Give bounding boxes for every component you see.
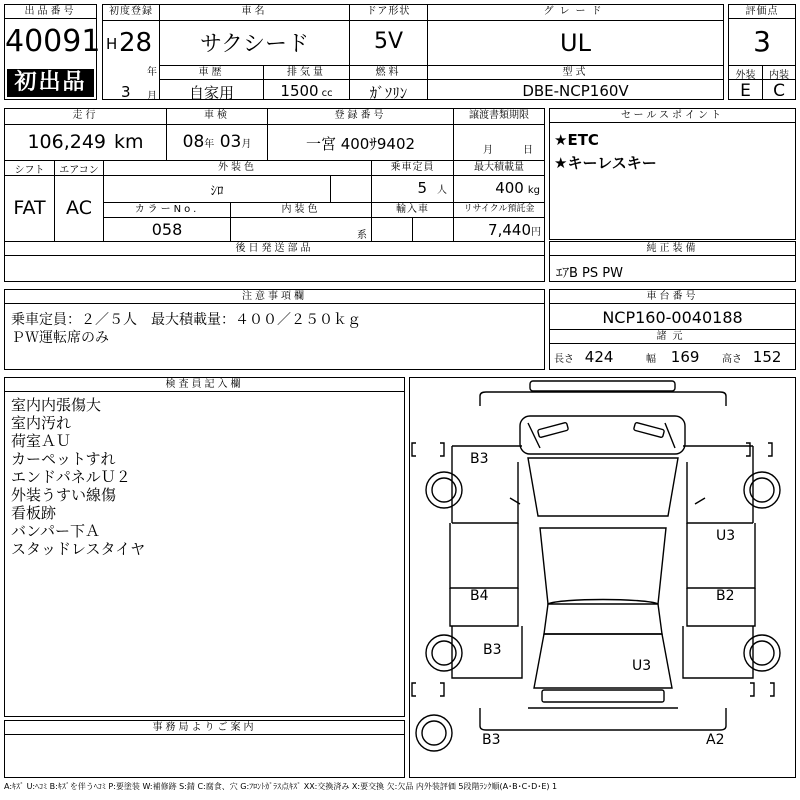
dimension-width: [646, 348, 699, 366]
lot-label: 出品番号: [5, 5, 96, 19]
inspection-month: 03: [219, 132, 242, 152]
recycle-label: リサイクル預託金: [463, 204, 535, 214]
damage-mark: U3: [716, 528, 736, 544]
aircon-label: エアコン: [59, 165, 99, 176]
later-parts-label: 後日発送部品: [235, 243, 314, 254]
sales-points-label: セールスポイント: [550, 109, 795, 123]
inspector-line: 室内内張傷大: [11, 396, 102, 414]
lot-number: 40091: [5, 24, 101, 59]
interior-color-unit: 系: [357, 230, 367, 241]
inspector-lines: [11, 396, 145, 558]
interior-color-label: 内装色: [281, 204, 321, 215]
vehicle-summary-table: [102, 4, 724, 100]
lot-panel: [4, 4, 101, 100]
notes-panel: [4, 289, 545, 370]
sales-points-panel: [549, 108, 796, 240]
history-value: 自家用: [188, 84, 234, 102]
inspector-line: 外装うすい線傷: [11, 486, 117, 504]
height-value: 152: [752, 348, 782, 366]
dimension-height: [722, 348, 781, 366]
aircon-value: AC: [66, 197, 92, 219]
registration-no-label: 登録番号: [334, 110, 387, 121]
office-panel: [4, 720, 405, 778]
inspection-month-unit: 月: [241, 139, 252, 150]
chassis-label: 車台番号: [550, 290, 795, 304]
shift-label: シフト: [14, 165, 45, 176]
inspection-year: 08: [182, 132, 205, 152]
damage-mark: B2: [716, 588, 735, 604]
first-registration-year: 28: [119, 28, 153, 58]
chassis-panel: [549, 289, 796, 370]
displacement-number: 1500: [280, 82, 319, 100]
length-label: 長さ: [554, 354, 574, 365]
inspector-line: 看板跡: [11, 504, 57, 522]
exterior-grade-value: E: [740, 81, 751, 101]
fuel-label: 燃料: [375, 67, 402, 78]
inspector-label: 検査員記入欄: [5, 378, 404, 392]
door-label: ドア形状: [366, 6, 411, 17]
fuel-value: ｶﾞｿﾘﾝ: [369, 84, 408, 102]
sales-point-item: ★ETC: [554, 131, 599, 149]
max-load-unit: kg: [527, 185, 540, 196]
exterior-color-label: 外装色: [218, 162, 257, 173]
details-table: [4, 108, 545, 282]
height-label: 高さ: [722, 354, 742, 365]
first-listing-badge: 初出品: [7, 69, 94, 97]
inspection-year-unit: 年: [204, 139, 215, 150]
genuine-equipment-panel: [549, 241, 796, 282]
damage-mark: A2: [706, 732, 725, 748]
mileage-label: 走行: [72, 110, 99, 121]
notes-line: ＰＷ運転席のみ: [11, 330, 109, 346]
inspector-line: エンドパネルＵ２: [11, 468, 131, 486]
car-name-label: 車名: [241, 6, 268, 17]
registration-no-value: 一宮 400ｻ9402: [305, 135, 416, 153]
dimension-length: [554, 348, 613, 366]
inspector-line: カーペットすれ: [11, 450, 116, 468]
capacity-unit: 人: [437, 185, 447, 196]
damage-mark: B3: [483, 642, 502, 658]
genuine-equipment-label: 純正装備: [550, 242, 795, 256]
score-panel: [728, 4, 796, 100]
model-code-value: DBE-NCP160V: [522, 82, 629, 100]
door-value: 5V: [373, 29, 404, 54]
transfer-deadline-day-unit: 日: [523, 145, 533, 156]
inspector-line: 荷室ＡＵ: [11, 432, 72, 450]
capacity-label: 乗車定員: [390, 162, 435, 173]
model-code-label: 型式: [562, 67, 589, 78]
year-unit: 年: [147, 67, 157, 78]
dimensions-label: 諸元: [550, 330, 795, 344]
notes-label: 注意事項欄: [5, 290, 544, 304]
score-label: 評価点: [729, 5, 795, 19]
interior-grade-label: 内装: [769, 70, 789, 81]
chassis-value: NCP160-0040188: [602, 308, 743, 327]
grade-label: グレード: [543, 6, 608, 17]
genuine-equipment-value: ｴｱB PS PW: [556, 266, 623, 281]
recycle-number: 7,440: [488, 221, 531, 239]
import-label: 輸入車: [396, 204, 429, 215]
displacement-value: [264, 82, 349, 100]
sales-point-item: ★キーレスキー: [554, 154, 657, 172]
length-value: 424: [584, 348, 614, 366]
recycle-value: [454, 221, 544, 239]
capacity-number: 5: [417, 179, 427, 197]
max-load-number: 400: [495, 179, 524, 197]
color-no-label: カラーNo.: [134, 204, 200, 215]
inspector-line: スタッドレスタイヤ: [11, 540, 146, 558]
transfer-deadline-month-unit: 月: [483, 145, 493, 156]
damage-diagram: [409, 377, 796, 778]
damage-mark: B3: [482, 732, 501, 748]
inspector-line: 室内汚れ: [11, 414, 72, 432]
first-registration-month: 3: [121, 83, 131, 101]
legend: A:ｷｽﾞ U:ﾍｺﾐ B:ｷｽﾞを伴うﾍｺﾐ P:要塗装 W:補修跡 S:錆 C:腐食、穴 G:ﾌﾛﾝﾄｶﾞﾗｽ点ｷｽﾞ XX:交換済み X:要交換 欠:欠品 内外装評価 5段階ﾗﾝｸ順(A･B･C･D･E) 1: [4, 782, 558, 791]
damage-mark: U3: [632, 658, 652, 674]
office-label: 事務局よりご案内: [5, 721, 404, 735]
exterior-color-value: ｼﾛ: [210, 184, 224, 199]
max-load-value: [454, 179, 544, 197]
inspector-line: バンパー下Ａ: [11, 522, 100, 540]
inspector-panel: [4, 377, 405, 717]
month-unit: 月: [147, 91, 157, 102]
car-name-value: サクシード: [199, 32, 310, 57]
shift-value: FAT: [13, 197, 46, 219]
transfer-deadline-label: 譲渡書類期限: [469, 110, 529, 121]
inspection-label: 車検: [204, 110, 230, 121]
mileage-unit: km: [114, 131, 144, 153]
first-registration-label: 初度登録: [109, 6, 153, 17]
mileage-value: [5, 131, 166, 153]
notes-line: 乗車定員：２／５人 最大積載量：４００／２５０ｋｇ: [11, 312, 361, 328]
exterior-grade-label: 外装: [735, 70, 756, 81]
first-registration-era: H: [106, 35, 118, 53]
inspection-value: [167, 132, 267, 152]
displacement-label: 排気量: [287, 67, 326, 78]
capacity-value: [372, 179, 453, 197]
grade-value: UL: [560, 29, 591, 57]
score-value: 3: [753, 25, 771, 58]
interior-grade-value: C: [773, 81, 785, 101]
max-load-label: 最大積載量: [474, 162, 524, 173]
color-no-value: 058: [151, 220, 183, 239]
width-value: 169: [670, 348, 700, 366]
displacement-unit: cc: [321, 88, 333, 99]
damage-mark: B3: [470, 451, 489, 467]
width-label: 幅: [646, 354, 656, 365]
damage-mark: B4: [470, 588, 489, 604]
history-label: 車歴: [198, 67, 225, 78]
car-outline-diagram: [410, 378, 795, 777]
recycle-unit: 円: [531, 227, 541, 238]
mileage-number: 106,249: [27, 131, 107, 153]
